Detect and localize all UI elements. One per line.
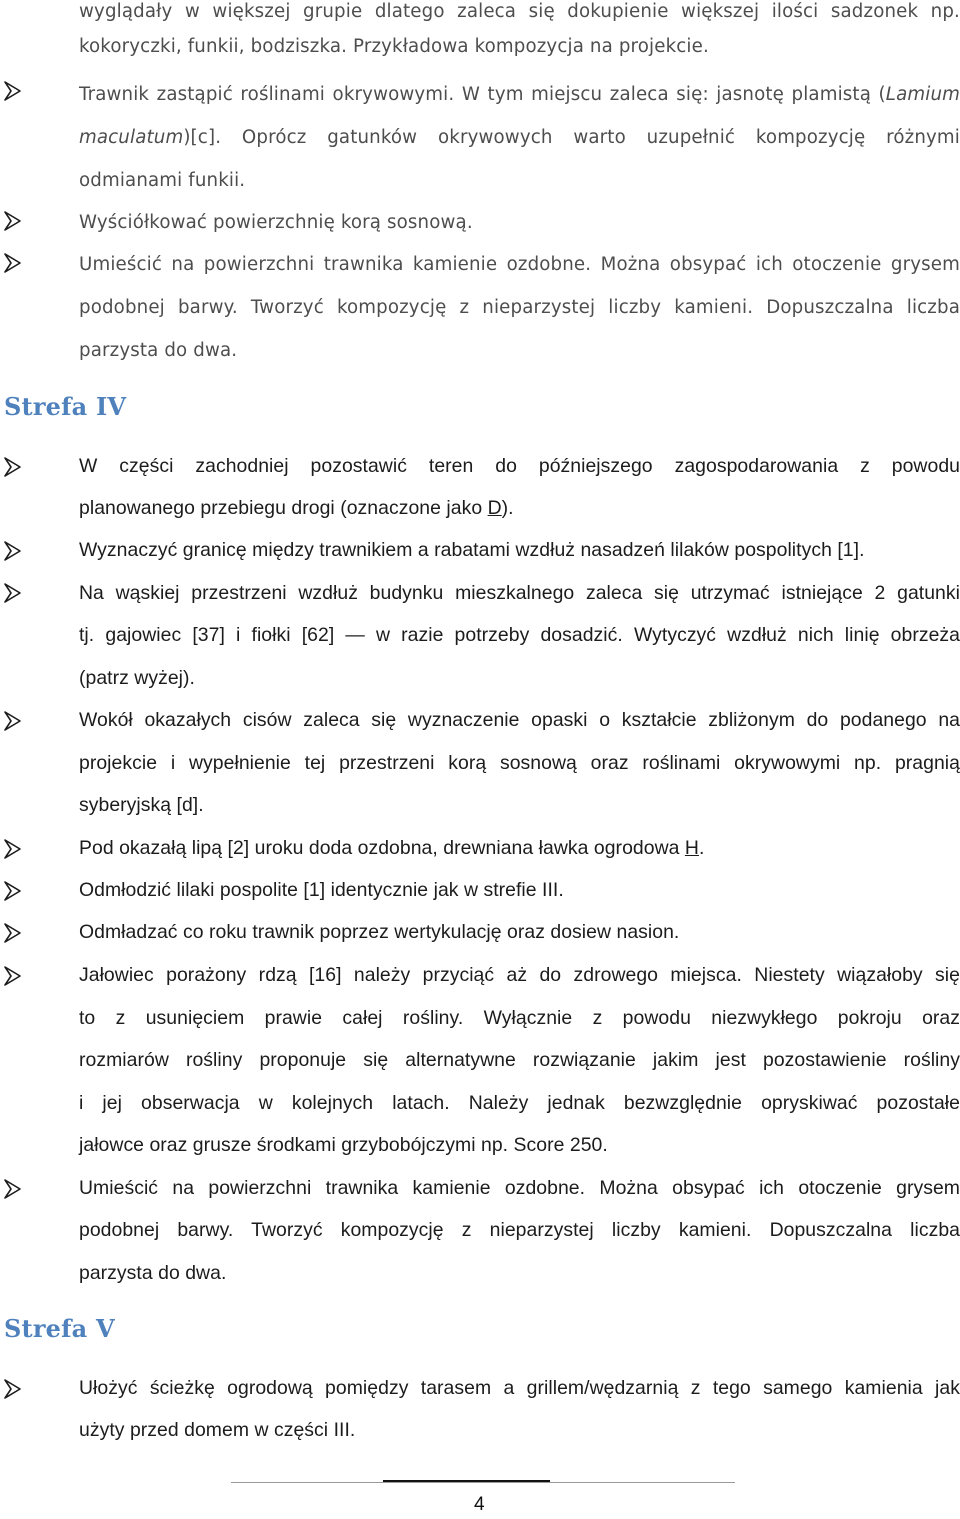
arrow-bullet-icon [2, 965, 32, 995]
list-item-line: Umieścić na powierzchni trawnika kamienie ozdobne. Można obsypać ich otoczenie grysem [79, 1177, 960, 1199]
arrow-bullet-icon [2, 1378, 32, 1408]
arrow-bullet-icon [2, 582, 32, 612]
arrow-bullet-icon [2, 210, 32, 240]
list-item-line: Wokół okazałych cisów zaleca się wyznaczenie opaski o kształcie zbliżonym do podanego na [79, 709, 960, 731]
arrow-bullet-icon [2, 540, 32, 570]
list-item-line: syberyjską [d]. [79, 794, 204, 816]
arrow-bullet-icon [2, 922, 32, 952]
list-item-line: Odmładzać co roku trawnik poprzez wertykulację oraz dosiew nasion. [79, 921, 680, 943]
list-item-line [79, 81, 960, 109]
list-item-line: Jałowiec porażony rdzą [16] należy przyciąć aż do zdrowego miejsca. Niestety wiązałoby się [79, 964, 960, 986]
footer-divider [231, 1482, 735, 1483]
list-item-line: rozmiarów rośliny proponuje się alternatywne rozwiązanie jakim jest pozostawienie rośliny [79, 1049, 960, 1071]
list-item-line [79, 124, 960, 152]
list-item-line: Na wąskiej przestrzeni wzdłuż budynku mieszkalnego zaleca się utrzymać istniejące 2 gatunki [79, 582, 960, 604]
text-span: . [698, 837, 705, 859]
list-item-line: parzysta do dwa. [79, 340, 238, 361]
footer-divider-accent [383, 1480, 550, 1482]
list-item-line: podobnej barwy. Tworzyć kompozycję z nieparzystej liczby kamieni. Dopuszczalna liczba [79, 297, 960, 318]
list-item-line: użyty przed domem w części III. [79, 1419, 356, 1441]
text-line: wyglądały w większej grupie dlatego zaleca się dokupienie większej ilości sadzonek np. [79, 1, 960, 22]
list-item-line [79, 834, 960, 862]
list-item-line: Odmłodzić lilaki pospolite [1] identycznie jak w strefie III. [79, 879, 564, 901]
text-span: planowanego przebiegu drogi (oznaczone jako [79, 497, 488, 519]
text-span: Trawnik zastąpić roślinami okrywowymi. W tym miejscu zaleca się: jasnotę plamistą ( [79, 84, 886, 105]
text-span: Pod okazałą lipą [2] uroku doda ozdobna, drewniana ławka ogrodowa [79, 837, 685, 859]
section-heading: Strefa V [4, 1314, 115, 1343]
arrow-bullet-icon [2, 710, 32, 740]
list-item-line: parzysta do dwa. [79, 1262, 227, 1284]
arrow-bullet-icon [2, 838, 32, 868]
list-item-line [79, 494, 960, 522]
list-item-line: odmianami funkii. [79, 170, 246, 191]
arrow-bullet-icon [2, 252, 32, 282]
list-item-line: Umieścić na powierzchni trawnika kamienie ozdobne. Można obsypać ich otoczenie grysem [79, 254, 960, 275]
list-item-line: jałowce oraz grusze środkami grzybobójczymi np. Score 250. [79, 1134, 608, 1156]
list-item-line: to z usunięciem prawie całej rośliny. Wyłącznie z powodu niezwykłego pokroju oraz [79, 1007, 960, 1029]
arrow-bullet-icon [2, 880, 32, 910]
list-item-line: Wyznaczyć granicę między trawnikiem a rabatami wzdłuż nasadzeń lilaków pospolitych [1]. [79, 539, 865, 561]
italic-text: maculatum [79, 127, 184, 148]
italic-text: Lamium [885, 84, 960, 105]
page-number: 4 [474, 1494, 485, 1515]
text-span: )[c]. Oprócz gatunków okrywowych warto uzupełnić kompozycję różnymi [183, 127, 960, 148]
arrow-bullet-icon [2, 456, 32, 486]
arrow-bullet-icon [2, 1178, 32, 1208]
list-item-line: i jej obserwacja w kolejnych latach. Należy jednak bezwzględnie opryskiwać pozostałe [79, 1092, 960, 1114]
list-item-line: W części zachodniej pozostawić teren do późniejszego zagospodarowania z powodu [79, 455, 960, 477]
section-heading: Strefa IV [4, 392, 127, 421]
list-item-line: projekcie i wypełnienie tej przestrzeni korą sosnową oraz roślinami okrywowymi np. pragnią [79, 752, 960, 774]
list-item-line: tj. gajowiec [37] i fiołki [62] — w razie potrzeby dosadzić. Wytyczyć wzdłuż nich linię obrzeża [79, 624, 960, 646]
text-span: ). [501, 497, 514, 519]
text-line: kokoryczki, funkii, bodziszka. Przykładowa kompozycja na projekcie. [79, 36, 709, 57]
underlined-text: D [487, 497, 502, 519]
list-item-line: podobnej barwy. Tworzyć kompozycję z nieparzystej liczby kamieni. Dopuszczalna liczba [79, 1219, 960, 1241]
list-item-line: (patrz wyżej). [79, 667, 195, 689]
underlined-text: H [684, 837, 699, 859]
list-item-line: Wyściółkować powierzchnię korą sosnową. [79, 212, 473, 233]
list-item-line: Ułożyć ścieżkę ogrodową pomiędzy tarasem a grillem/wędzarnią z tego samego kamienia jak [79, 1377, 960, 1399]
arrow-bullet-icon [2, 80, 32, 110]
